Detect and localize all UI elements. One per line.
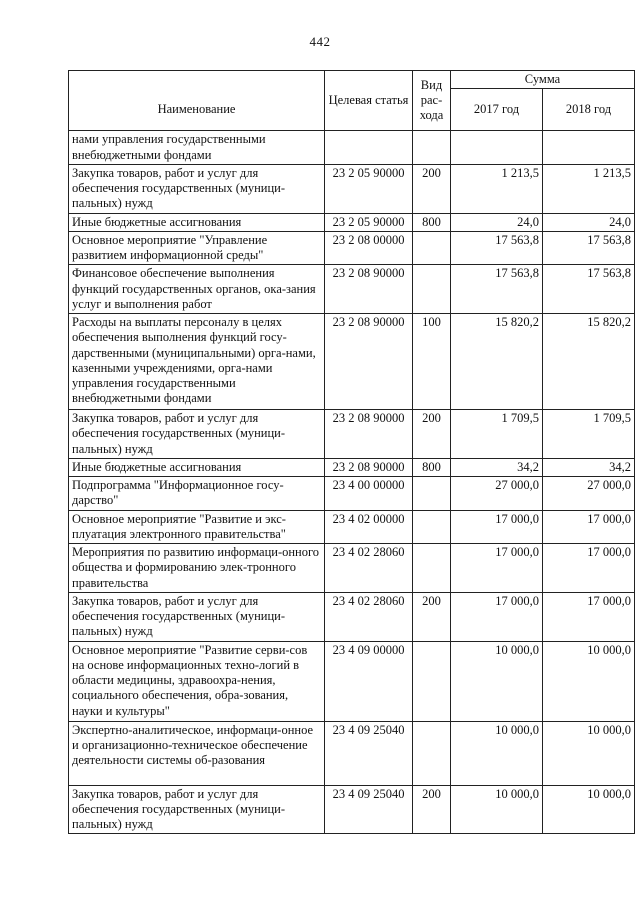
row-expense-type-cell: 100 xyxy=(413,314,451,410)
row-name-cell: Иные бюджетные ассигнования xyxy=(69,458,325,476)
row-sum-2017-cell: 10 000,0 xyxy=(451,721,543,785)
row-sum-2018-cell: 17 000,0 xyxy=(543,544,635,593)
row-sum-2017-cell: 1 709,5 xyxy=(451,410,543,459)
row-sum-2017-cell: 17 000,0 xyxy=(451,592,543,641)
row-name-cell: Мероприятия по развитию информаци-онного общества и формированию элек-тронного правительства xyxy=(69,544,325,593)
row-sum-2018-cell: 24,0 xyxy=(543,213,635,231)
budget-table xyxy=(68,70,635,834)
row-name-cell: Экспертно-аналитическое, информаци-онное и организационно-техническое обеспечение деятельности системы об-разования xyxy=(69,721,325,785)
row-sum-2017-cell: 17 000,0 xyxy=(451,510,543,544)
row-target-article-cell: 23 4 09 25040 xyxy=(325,721,413,785)
row-name-cell: Финансовое обеспечение выполнения функций государственных органов, ока-зания услуг и выполнения работ xyxy=(69,265,325,314)
row-sum-2017-cell xyxy=(451,131,543,165)
row-sum-2018-cell: 15 820,2 xyxy=(543,314,635,410)
row-name-cell: Основное мероприятие "Развитие серви-сов на основе информационных техно-логий в области медицины, здравоохра-нения, социального обеспечения, обра-зования, науки и культуры" xyxy=(69,641,325,721)
table-row xyxy=(69,641,635,721)
table-row xyxy=(69,265,635,314)
row-name-cell: Основное мероприятие "Развитие и экс-плуатация электронного правительства" xyxy=(69,510,325,544)
row-expense-type-cell xyxy=(413,265,451,314)
header-year-2017: 2017 год xyxy=(451,89,543,131)
row-sum-2017-cell: 15 820,2 xyxy=(451,314,543,410)
row-name-cell: нами управления государственными внебюджетными фондами xyxy=(69,131,325,165)
row-expense-type-cell: 200 xyxy=(413,164,451,213)
table-row xyxy=(69,458,635,476)
table-row xyxy=(69,785,635,834)
row-sum-2018-cell: 10 000,0 xyxy=(543,641,635,721)
row-sum-2018-cell: 17 000,0 xyxy=(543,510,635,544)
page-number: 442 xyxy=(309,34,331,49)
row-target-article-cell: 23 4 02 28060 xyxy=(325,592,413,641)
table-row xyxy=(69,213,635,231)
row-sum-2017-cell: 10 000,0 xyxy=(451,641,543,721)
row-expense-type-cell xyxy=(413,231,451,265)
header-year-2018: 2018 год xyxy=(543,89,635,131)
row-sum-2018-cell: 1 709,5 xyxy=(543,410,635,459)
row-sum-2018-cell: 1 213,5 xyxy=(543,164,635,213)
header-name: Наименование xyxy=(69,71,325,131)
row-sum-2018-cell: 34,2 xyxy=(543,458,635,476)
row-target-article-cell: 23 2 05 90000 xyxy=(325,164,413,213)
row-target-article-cell: 23 2 08 90000 xyxy=(325,314,413,410)
header-target-article: Целевая статья xyxy=(325,71,413,131)
row-name-cell: Закупка товаров, работ и услуг для обеспечения государственных (муници-пальных) нужд xyxy=(69,164,325,213)
row-sum-2017-cell: 27 000,0 xyxy=(451,477,543,511)
row-target-article-cell: 23 2 05 90000 xyxy=(325,213,413,231)
row-target-article-cell: 23 2 08 90000 xyxy=(325,410,413,459)
row-sum-2017-cell: 17 000,0 xyxy=(451,544,543,593)
row-sum-2018-cell: 17 563,8 xyxy=(543,231,635,265)
row-sum-2018-cell: 17 000,0 xyxy=(543,592,635,641)
row-sum-2018-cell xyxy=(543,131,635,165)
row-expense-type-cell: 200 xyxy=(413,785,451,834)
row-target-article-cell xyxy=(325,131,413,165)
header-sum: Сумма xyxy=(451,71,635,89)
row-sum-2017-cell: 17 563,8 xyxy=(451,265,543,314)
row-expense-type-cell: 200 xyxy=(413,410,451,459)
table-header xyxy=(69,71,635,131)
row-target-article-cell: 23 2 08 90000 xyxy=(325,458,413,476)
table-row xyxy=(69,231,635,265)
header-expense-type: Вид рас-хода xyxy=(413,71,451,131)
row-expense-type-cell xyxy=(413,544,451,593)
row-expense-type-cell xyxy=(413,131,451,165)
row-expense-type-cell xyxy=(413,721,451,785)
row-expense-type-cell xyxy=(413,477,451,511)
row-sum-2018-cell: 17 563,8 xyxy=(543,265,635,314)
row-expense-type-cell: 200 xyxy=(413,592,451,641)
row-target-article-cell: 23 4 02 28060 xyxy=(325,544,413,593)
row-target-article-cell: 23 2 08 90000 xyxy=(325,265,413,314)
row-target-article-cell: 23 4 09 25040 xyxy=(325,785,413,834)
table-row xyxy=(69,592,635,641)
row-sum-2017-cell: 17 563,8 xyxy=(451,231,543,265)
row-expense-type-cell xyxy=(413,510,451,544)
row-name-cell: Иные бюджетные ассигнования xyxy=(69,213,325,231)
row-expense-type-cell: 800 xyxy=(413,213,451,231)
row-expense-type-cell xyxy=(413,641,451,721)
row-target-article-cell: 23 4 02 00000 xyxy=(325,510,413,544)
row-expense-type-cell: 800 xyxy=(413,458,451,476)
row-name-cell: Закупка товаров, работ и услуг для обеспечения государственных (муници-пальных) нужд xyxy=(69,592,325,641)
table-row xyxy=(69,477,635,511)
row-sum-2018-cell: 10 000,0 xyxy=(543,721,635,785)
table-body xyxy=(69,131,635,834)
row-name-cell: Подпрограмма "Информационное госу-дарство" xyxy=(69,477,325,511)
row-sum-2018-cell: 10 000,0 xyxy=(543,785,635,834)
row-name-cell: Основное мероприятие "Управление развитием информационной среды" xyxy=(69,231,325,265)
row-sum-2017-cell: 1 213,5 xyxy=(451,164,543,213)
row-target-article-cell: 23 4 09 00000 xyxy=(325,641,413,721)
table-row xyxy=(69,544,635,593)
row-name-cell: Закупка товаров, работ и услуг для обеспечения государственных (муници-пальных) нужд xyxy=(69,410,325,459)
table-row xyxy=(69,721,635,785)
row-sum-2017-cell: 34,2 xyxy=(451,458,543,476)
table-row xyxy=(69,410,635,459)
table-row xyxy=(69,314,635,410)
row-sum-2018-cell: 27 000,0 xyxy=(543,477,635,511)
table-row xyxy=(69,131,635,165)
row-target-article-cell: 23 2 08 00000 xyxy=(325,231,413,265)
row-target-article-cell: 23 4 00 00000 xyxy=(325,477,413,511)
row-name-cell: Расходы на выплаты персоналу в целях обеспечения выполнения функций госу-дарственными (муниципальными) орга-нами, казенными учреждениями, орга-нами управления государственными внебюджетными фондами xyxy=(69,314,325,410)
row-sum-2017-cell: 10 000,0 xyxy=(451,785,543,834)
table-row xyxy=(69,510,635,544)
row-sum-2017-cell: 24,0 xyxy=(451,213,543,231)
row-name-cell: Закупка товаров, работ и услуг для обеспечения государственных (муници-пальных) нужд xyxy=(69,785,325,834)
table-row xyxy=(69,164,635,213)
